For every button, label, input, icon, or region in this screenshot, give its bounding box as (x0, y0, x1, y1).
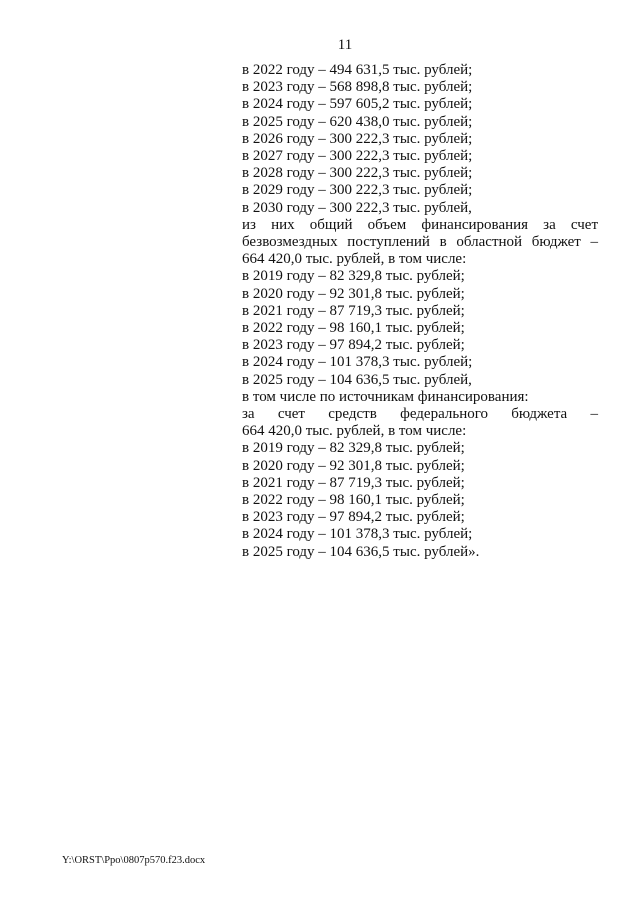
text-line: в 2024 году – 597 605,2 тыс. рублей; (242, 96, 473, 113)
text-line: в 2029 году – 300 222,3 тыс. рублей; (242, 182, 473, 199)
text-line: в 2023 году – 97 894,2 тыс. рублей; (242, 509, 465, 526)
text-line-justified: за счет средств федерального бюджета – (242, 406, 598, 423)
text-line: в 2026 году – 300 222,3 тыс. рублей; (242, 130, 473, 147)
text-line: в 2019 году – 82 329,8 тыс. рублей; (242, 268, 465, 285)
text-line: в 2023 году – 568 898,8 тыс. рублей; (242, 79, 473, 96)
document-body (242, 62, 598, 561)
text-line: в 2028 году – 300 222,3 тыс. рублей; (242, 165, 473, 182)
text-line: в 2022 году – 98 160,1 тыс. рублей; (242, 320, 465, 337)
text-line: в 2021 году – 87 719,3 тыс. рублей; (242, 302, 465, 319)
text-line: в 2025 году – 104 636,5 тыс. рублей». (242, 543, 480, 560)
text-line: в 2025 году – 104 636,5 тыс. рублей, (242, 371, 472, 388)
text-line: в 2030 году – 300 222,3 тыс. рублей, (242, 199, 472, 216)
text-line-justified: безвозмездных поступлений в областной бюджет – (242, 234, 598, 251)
text-line: в 2020 году – 92 301,8 тыс. рублей; (242, 285, 465, 302)
text-line: в 2022 году – 98 160,1 тыс. рублей; (242, 492, 465, 509)
text-line: в том числе по источникам финансирования: (242, 388, 529, 405)
text-line: 664 420,0 тыс. рублей, в том числе: (242, 251, 467, 268)
text-line: в 2024 году – 101 378,3 тыс. рублей; (242, 354, 473, 371)
text-line: в 2023 году – 97 894,2 тыс. рублей; (242, 337, 465, 354)
text-line-justified: из них общий объем финансирования за счет (242, 216, 598, 233)
text-line: в 2027 году – 300 222,3 тыс. рублей; (242, 148, 473, 165)
text-line: в 2025 году – 620 438,0 тыс. рублей; (242, 113, 473, 130)
footer-file-path: Y:\ORST\Ppo\0807p570.f23.docx (62, 855, 206, 866)
text-line: в 2024 году – 101 378,3 тыс. рублей; (242, 526, 473, 543)
text-line: в 2022 году – 494 631,5 тыс. рублей; (242, 62, 473, 78)
text-line: в 2020 году – 92 301,8 тыс. рублей; (242, 457, 465, 474)
text-line: 664 420,0 тыс. рублей, в том числе: (242, 423, 467, 440)
page-number: 11 (337, 37, 353, 53)
text-line: в 2021 году – 87 719,3 тыс. рублей; (242, 474, 465, 491)
text-line: в 2019 году – 82 329,8 тыс. рублей; (242, 440, 465, 457)
